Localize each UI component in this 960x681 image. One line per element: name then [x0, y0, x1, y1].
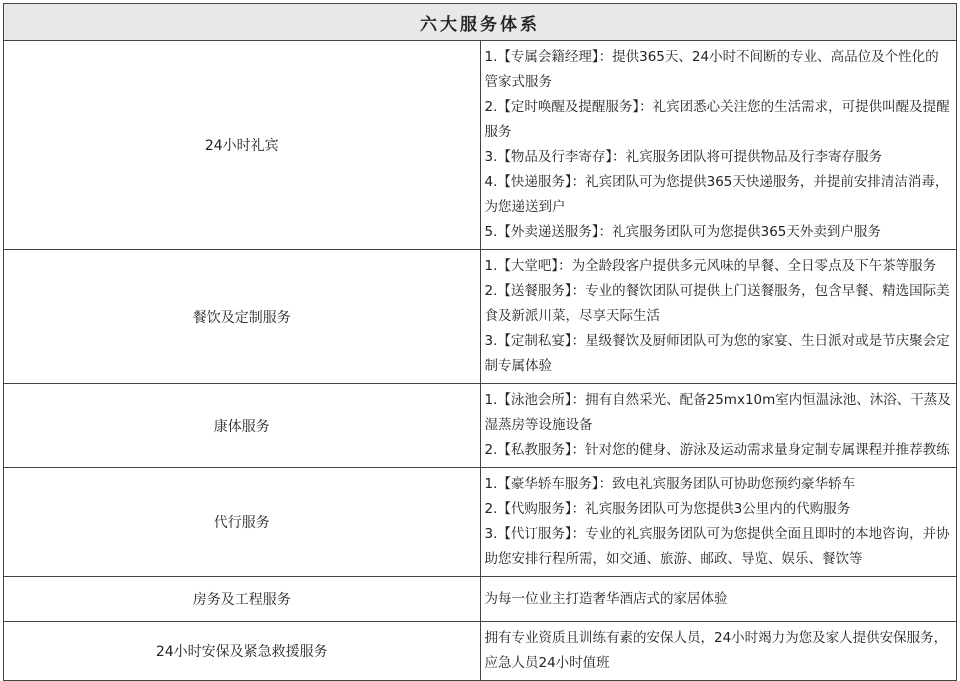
category-dining: 餐饮及定制服务 [4, 250, 481, 384]
content-fitness [480, 384, 957, 468]
list-item: 拥有专业资质且训练有素的安保人员，24小时竭力为您及家人提供安保服务，应急人员24小时值班 [484, 630, 948, 671]
list-item: 3.【物品及行李寄存】：礼宾服务团队将可提供物品及行李寄存服务 [484, 149, 883, 165]
list-item: 1.【大堂吧】：为全龄段客户提供多元风味的早餐、全日零点及下午茶等服务 [484, 258, 937, 274]
table-title: 六大服务体系 [4, 4, 957, 41]
list-item: 3.【定制私宴】：星级餐饮及厨师团队可为您的家宴、生日派对或是节庆聚会定制专属体验 [484, 333, 950, 374]
list-item: 4.【快递服务】：礼宾团队可为您提供365天快递服务，并提前安排清洁消毒，为您递送到户 [484, 174, 949, 215]
category-errand: 代行服务 [4, 468, 481, 577]
section-row-security [4, 622, 957, 681]
list-item: 2.【代购服务】：礼宾服务团队可为您提供3公里内的代购服务 [484, 501, 851, 517]
section-row-errand [4, 468, 957, 577]
list-item: 2.【送餐服务】：专业的餐饮团队可提供上门送餐服务，包含早餐、精选国际美食及新派川菜，尽享天际生活 [484, 283, 950, 324]
list-item: 1.【泳池会所】：拥有自然采光、配备25mx10m室内恒温泳池、沐浴、干蒸及湿蒸房等设施设备 [484, 392, 951, 433]
service-table [3, 3, 957, 681]
list-item: 2.【定时唤醒及提醒服务】：礼宾团悉心关注您的生活需求，可提供叫醒及提醒服务 [484, 99, 950, 140]
list-item: 3.【代订服务】：专业的礼宾服务团队可为您提供全面且即时的本地咨询，并协助您安排行程所需，如交通、旅游、邮政、导览、娱乐、餐饮等 [484, 526, 950, 567]
content-security [480, 622, 957, 681]
list-item: 1.【专属会籍经理】：提供365天、24小时不间断的专业、高品位及个性化的管家式服务 [484, 49, 939, 90]
category-concierge: 24小时礼宾 [4, 41, 481, 250]
list-item: 5.【外卖递送服务】：礼宾服务团队可为您提供365天外卖到户服务 [484, 224, 881, 240]
section-row-fitness [4, 384, 957, 468]
section-row-concierge [4, 41, 957, 250]
content-concierge [480, 41, 957, 250]
title-row [4, 4, 957, 41]
category-fitness: 康体服务 [4, 384, 481, 468]
list-item: 1.【豪华轿车服务】：致电礼宾服务团队可协助您预约豪华轿车 [484, 476, 856, 492]
category-housekeeping: 房务及工程服务 [4, 577, 481, 622]
content-dining [480, 250, 957, 384]
list-item: 为每一位业主打造奢华酒店式的家居体验 [484, 590, 728, 607]
category-security: 24小时安保及紧急救援服务 [4, 622, 481, 681]
service-system-document [3, 3, 957, 681]
content-errand [480, 468, 957, 577]
section-row-dining [4, 250, 957, 384]
list-item: 2.【私教服务】：针对您的健身、游泳及运动需求量身定制专属课程并推荐教练 [484, 442, 950, 458]
